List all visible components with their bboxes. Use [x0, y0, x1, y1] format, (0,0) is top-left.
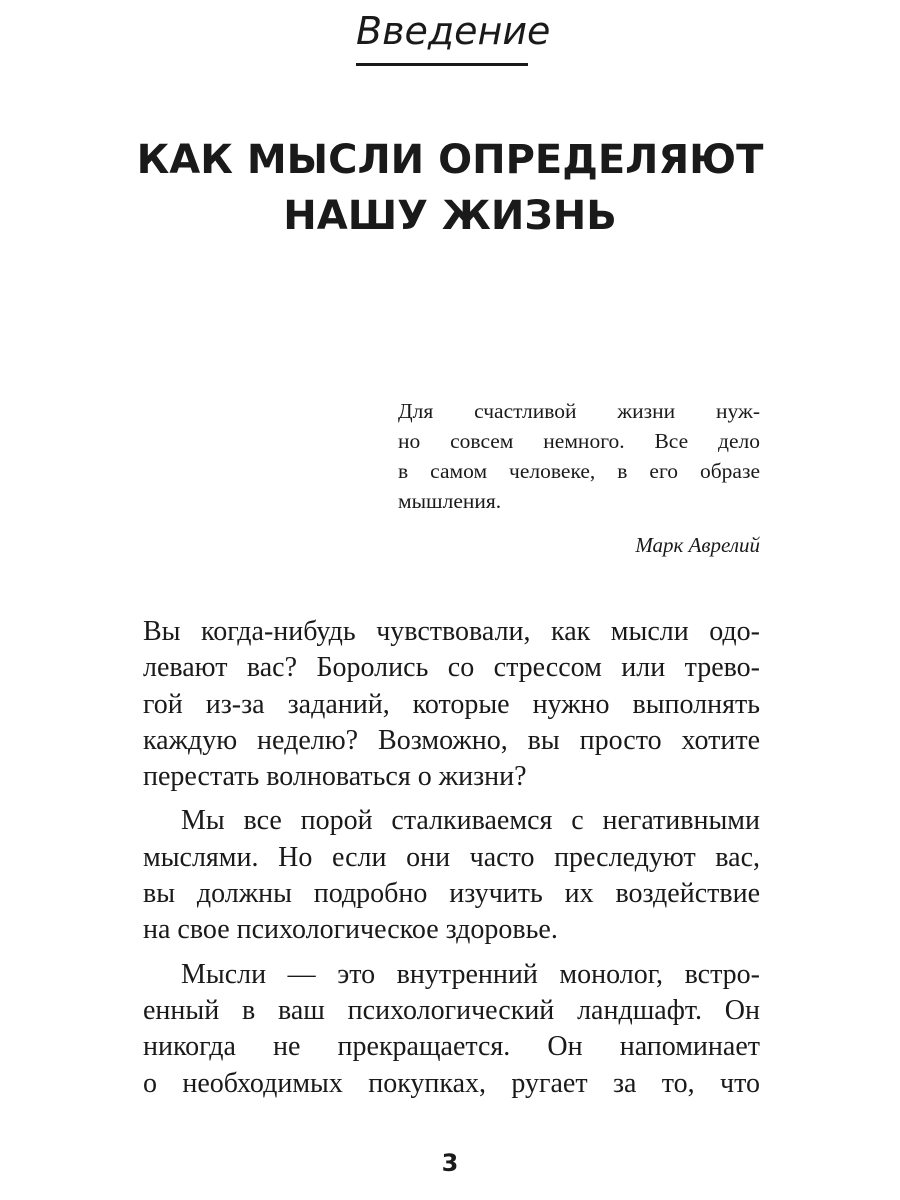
paragraph-line: енный в ваш психологический ландшафт. Он [143, 994, 760, 1026]
epigraph-line: Для счастливой жизни нуж- [398, 399, 760, 423]
paragraph-line: каждую неделю? Возможно, вы просто хотите [143, 724, 760, 756]
paragraph-line: никогда не прекращается. Он напоминает [143, 1031, 760, 1063]
paragraph-line: вы должны подробно изучить их воздействие [143, 878, 760, 910]
paragraph-line: мыслями. Но если они часто преследуют вас, [143, 841, 760, 873]
epigraph-quote [398, 396, 760, 516]
epigraph-line: в самом человеке, в его образе [398, 459, 760, 483]
paragraph-line: о необходимых покупках, ругает за то, что [143, 1067, 760, 1099]
epigraph-line: мышления. [398, 489, 502, 513]
chapter-title [60, 132, 840, 244]
body-text [143, 614, 760, 1102]
section-header: Введение [356, 9, 551, 53]
paragraph-line: Мы все порой сталкиваемся с негативными [181, 805, 760, 837]
chapter-title-line: КАК МЫСЛИ ОПРЕДЕЛЯЮТ [136, 137, 764, 183]
paragraph-line: Мысли — это внутренний монолог, встро- [181, 958, 760, 990]
paragraph-line: гой из-за заданий, которые нужно выполнять [143, 688, 760, 720]
paragraph-line: на свое психологическое здоровье. [143, 914, 558, 946]
page-number: 3 [441, 1149, 459, 1177]
paragraph [143, 803, 760, 948]
chapter-title-line: НАШУ ЖИЗНЬ [283, 193, 617, 239]
paragraph [143, 614, 760, 795]
paragraph-line: Вы когда-нибудь чувствовали, как мысли одо- [143, 616, 760, 647]
paragraph [143, 957, 760, 1102]
paragraph-line: левают вас? Боролись со стрессом или трево- [143, 652, 760, 684]
epigraph-author: Марк Аврелий [635, 533, 760, 557]
paragraph-line: перестать волноваться о жизни? [143, 761, 527, 793]
epigraph-line: но совсем немного. Все дело [398, 429, 760, 453]
section-header-underline [356, 63, 528, 66]
